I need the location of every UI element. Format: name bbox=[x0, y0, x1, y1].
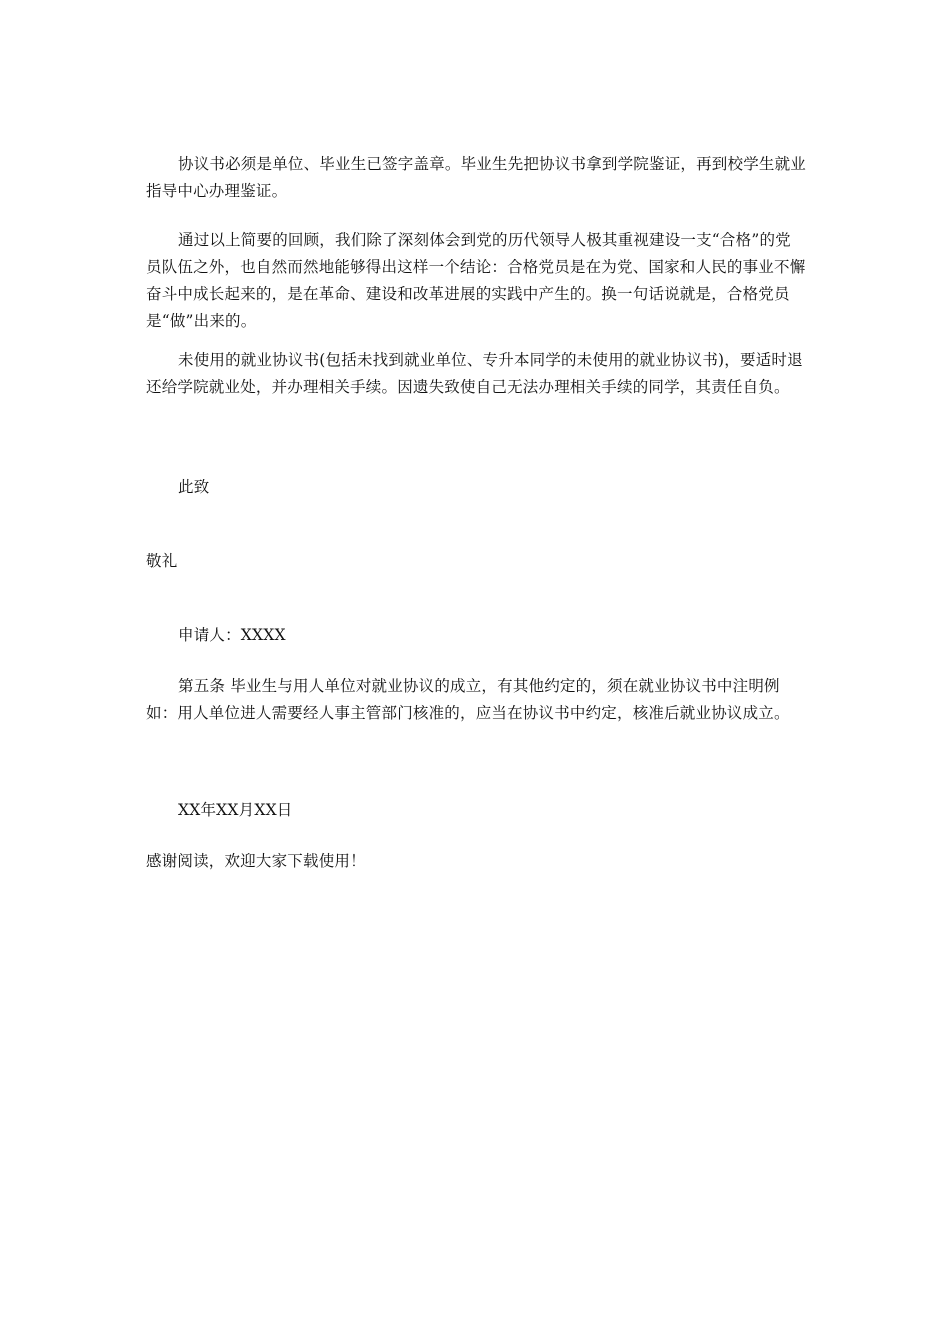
applicant-line: 申请人：XXXX bbox=[178, 626, 286, 644]
closing-regards: 敬礼 bbox=[146, 552, 178, 570]
paragraph-article-five: 第五条 毕业生与用人单位对就业协议的成立，有其他约定的，须在就业协议书中注明例如：用人单位进人需要经人事主管部门核准的，应当在协议书中约定，核准后就业协议成立。 bbox=[146, 677, 790, 722]
paragraph-qualified-party-members: 通过以上简要的回顾，我们除了深刻体会到党的历代领导人极其重视建设一支“合格”的党员队伍之外，也自然而然地能够得出这样一个结论：合格党员是在为党、国家和人民的事业不懈奋斗中成长起来的，是在革命、建设和改革进展的实践中产生的。换一句话说就是，合格党员是“做”出来的。 bbox=[146, 231, 806, 330]
date-line: XX年XX月XX日 bbox=[178, 801, 293, 819]
paragraph-agreement-verification: 协议书必须是单位、毕业生已签字盖章。毕业生先把协议书拿到学院鉴证，再到校学生就业指导中心办理鉴证。 bbox=[146, 155, 807, 200]
closing-salutation: 此致 bbox=[178, 478, 210, 496]
paragraph-unused-agreements: 未使用的就业协议书(包括未找到就业单位、专升本同学的未使用的就业协议书)，要适时退还给学院就业处，并办理相关手续。因遗失致使自己无法办理相关手续的同学，其责任自负。 bbox=[146, 351, 803, 396]
thanks-line: 感谢阅读，欢迎大家下载使用！ bbox=[146, 852, 366, 870]
